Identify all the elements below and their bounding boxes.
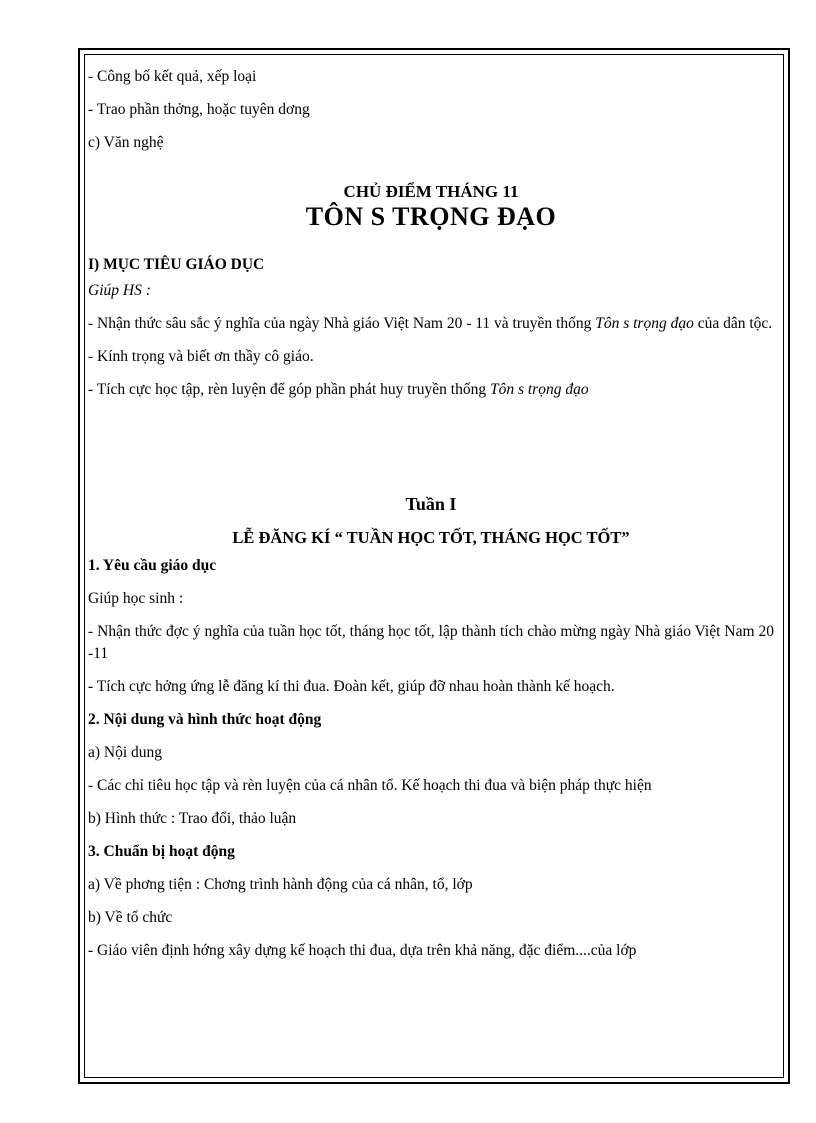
section-3-title: 3. Chuẩn bị hoạt động xyxy=(88,843,235,860)
line-award-prizes: - Trao phần thởng, hoặc tuyên dơng xyxy=(88,101,310,118)
line-performance: c) Văn nghệ xyxy=(88,134,164,151)
objective-1-text-b: của dân tộc. xyxy=(693,315,773,332)
section-3-a: a) Về phơng tiện : Chơng trình hành động của cá nhân, tổ, lớp xyxy=(88,876,473,893)
objective-3 xyxy=(88,379,774,401)
section-1-bullet-2: - Tích cực hởng ứng lễ đăng kí thi đua. Đoàn kết, giúp đỡ nhau hoàn thành kế hoạch. xyxy=(88,678,615,695)
objective-1-italic: Tôn s trọng đạo xyxy=(595,315,694,332)
section-1-title: 1. Yêu cầu giáo dục xyxy=(88,557,217,574)
objective-1 xyxy=(88,313,774,335)
objectives-intro: Giúp HS : xyxy=(88,282,151,299)
section-3-b-bullet: - Giáo viên định hớng xây dựng kế hoạch thi đua, dựa trên khả năng, đặc điểm....của lớp xyxy=(88,942,637,959)
week-title: Tuần I xyxy=(405,494,457,514)
section-2-a: a) Nội dung xyxy=(88,744,163,761)
theme-title: TÔN S TRỌNG ĐẠO xyxy=(305,202,557,231)
section-2-a-bullet: - Các chỉ tiêu học tập và rèn luyện của cá nhân tổ. Kế hoạch thi đua và biện pháp thực hiện xyxy=(88,777,652,794)
document-body xyxy=(88,66,774,962)
section-1-intro: Giúp học sinh : xyxy=(88,590,184,607)
objective-3-text: - Tích cực học tập, rèn luyện để góp phần phát huy truyền thống xyxy=(88,381,490,398)
section-2-b: b) Hình thức : Trao đổi, thảo luận xyxy=(88,810,297,827)
objective-2: - Kính trọng và biết ơn thầy cô giáo. xyxy=(88,348,314,365)
section-3-b: b) Về tổ chức xyxy=(88,909,173,926)
line-announce-results: - Công bố kết quả, xếp loại xyxy=(88,68,257,85)
section-1-bullet-1: - Nhận thức đợc ý nghĩa của tuần học tốt, tháng học tốt, lập thành tích chào mừng ngày Nhà giáo Việt Nam 20 -11 xyxy=(88,623,774,662)
section-objectives-title: I) MỤC TIÊU GIÁO DỤC xyxy=(88,256,265,273)
event-title: LỄ ĐĂNG KÍ “ TUẦN HỌC TỐT, THÁNG HỌC TỐT” xyxy=(232,528,630,547)
section-2-title: 2. Nội dung và hình thức hoạt động xyxy=(88,711,322,728)
objective-3-italic: Tôn s trọng đạo xyxy=(489,381,589,398)
theme-subtitle: CHỦ ĐIỂM THÁNG 11 xyxy=(343,182,519,201)
objective-1-text-a: - Nhận thức sâu sắc ý nghĩa của ngày Nhà giáo Việt Nam 20 - 11 và truyền thống xyxy=(88,315,596,332)
